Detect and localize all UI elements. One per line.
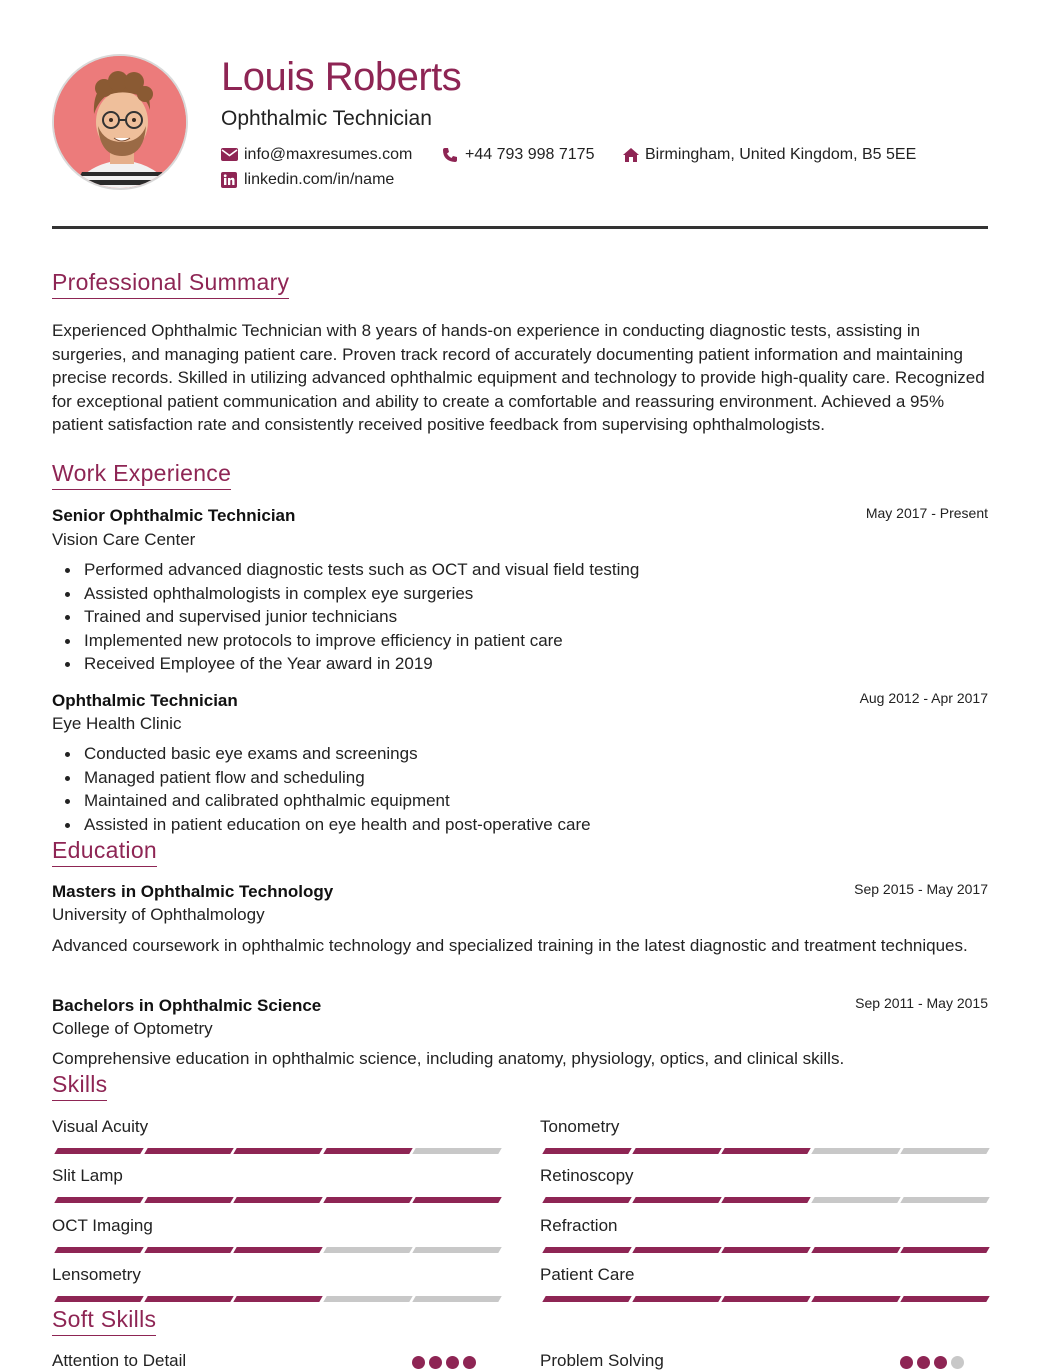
skill-level-segment	[721, 1148, 810, 1154]
skill-level-bar	[52, 1247, 500, 1253]
candidate-role: Ophthalmic Technician	[221, 107, 432, 130]
skill-name: Retinoscopy	[540, 1166, 634, 1185]
list-item: Received Employee of the Year award in 2019	[84, 652, 639, 676]
skill-level-segment	[811, 1296, 900, 1302]
skill-level-segment	[323, 1247, 412, 1253]
header-divider	[52, 226, 988, 229]
skill-level-bar	[540, 1247, 988, 1253]
rating-dot	[446, 1356, 459, 1369]
skill-level-segment	[144, 1247, 233, 1253]
skill-level-segment	[900, 1197, 989, 1203]
job-dates: May 2017 - Present	[865, 505, 988, 521]
job-organization: Vision Care Center	[52, 530, 196, 549]
skill-level-segment	[542, 1148, 631, 1154]
skill-item	[540, 1116, 988, 1138]
soft-skills-heading: Soft Skills	[52, 1305, 156, 1336]
rating-dot	[917, 1356, 930, 1369]
school-name: College of Optometry	[52, 1019, 213, 1038]
rating-dot	[463, 1356, 476, 1369]
phone-text: +44 793 998 7175	[465, 146, 595, 163]
soft-skill-name: Attention to Detail	[52, 1351, 187, 1370]
job-bullets	[84, 558, 639, 676]
skill-level-segment	[54, 1148, 143, 1154]
skill-level-segment	[323, 1296, 412, 1302]
soft-skill-name: Problem Solving	[540, 1351, 664, 1370]
skill-level-segment	[412, 1197, 501, 1203]
skill-level-segment	[54, 1197, 143, 1203]
skill-level-segment	[900, 1296, 989, 1302]
skill-level-segment	[900, 1148, 989, 1154]
linkedin-icon	[221, 172, 237, 188]
job-organization: Eye Health Clinic	[52, 714, 182, 733]
skill-level-segment	[54, 1296, 143, 1302]
skill-level-bar	[52, 1148, 500, 1154]
soft-skill-item	[540, 1350, 988, 1372]
skill-name: Tonometry	[540, 1117, 620, 1136]
job-title: Ophthalmic Technician	[52, 691, 238, 710]
skill-level-segment	[811, 1197, 900, 1203]
skill-item	[52, 1264, 500, 1286]
skill-level-segment	[233, 1247, 322, 1253]
skill-item	[540, 1215, 988, 1237]
experience-heading: Work Experience	[52, 459, 231, 490]
skill-level-bar	[540, 1148, 988, 1154]
skill-level-segment	[323, 1148, 412, 1154]
skill-name: Visual Acuity	[52, 1117, 149, 1136]
list-item: Assisted in patient education on eye health and post-operative care	[84, 813, 591, 837]
list-item: Conducted basic eye exams and screenings	[84, 742, 591, 766]
skill-level-segment	[811, 1247, 900, 1253]
skill-level-segment	[233, 1197, 322, 1203]
soft-skill-rating	[412, 1356, 480, 1370]
phone-icon	[442, 147, 458, 163]
rating-dot	[934, 1356, 947, 1369]
skill-name: Lensometry	[52, 1265, 141, 1284]
skill-item	[52, 1215, 500, 1237]
soft-skill-item	[52, 1350, 500, 1372]
skill-level-segment	[144, 1296, 233, 1302]
rating-dot	[900, 1356, 913, 1369]
skill-level-bar	[52, 1197, 500, 1203]
job-bullets	[84, 742, 591, 836]
skill-level-segment	[632, 1296, 721, 1302]
envelope-icon	[221, 147, 238, 162]
skill-level-segment	[144, 1148, 233, 1154]
location-text: Birmingham, United Kingdom, B5 5EE	[645, 146, 917, 163]
education-dates: Sep 2015 - May 2017	[854, 881, 988, 897]
skill-name: Patient Care	[540, 1265, 635, 1284]
skill-level-segment	[233, 1296, 322, 1302]
resume-header	[52, 54, 988, 194]
skill-level-segment	[542, 1247, 631, 1253]
job-title: Senior Ophthalmic Technician	[52, 506, 296, 525]
degree-title: Masters in Ophthalmic Technology	[52, 882, 334, 901]
skill-level-segment	[412, 1247, 501, 1253]
home-icon	[622, 147, 640, 163]
skill-item	[540, 1264, 988, 1286]
job-dates: Aug 2012 - Apr 2017	[859, 690, 988, 706]
skill-level-segment	[54, 1247, 143, 1253]
education-dates: Sep 2011 - May 2015	[855, 995, 988, 1011]
list-item: Trained and supervised junior technicians	[84, 605, 639, 629]
summary-text: Experienced Ophthalmic Technician with 8 years of hands-on experience in conducting diagnostic tests, assisting in surgeries, and managing patient care. Proven track record of accurately documenting patient information and maintaining precise records. Skilled in utilizing advanced ophthalmic equipment and technology to provide high-quality care. Recognized for exceptional patient communication and ability to create a comfortable and reassuring environment. Achieved a 95% patient satisfaction rate and consistently received positive feedback from supervising ophthalmologists.	[52, 321, 985, 435]
list-item: Managed patient flow and scheduling	[84, 766, 591, 790]
skill-level-segment	[233, 1148, 322, 1154]
education-description: Advanced coursework in ophthalmic technology and specialized training in the latest diagnostic and treatment techniques.	[52, 936, 968, 955]
skill-name: Slit Lamp	[52, 1166, 123, 1185]
summary-heading: Professional Summary	[52, 268, 289, 299]
skill-level-segment	[632, 1148, 721, 1154]
skill-level-segment	[811, 1148, 900, 1154]
skill-level-segment	[721, 1247, 810, 1253]
school-name: University of Ophthalmology	[52, 905, 265, 924]
linkedin-text: linkedin.com/in/name	[244, 171, 395, 188]
list-item: Performed advanced diagnostic tests such as OCT and visual field testing	[84, 558, 639, 582]
skill-level-bar	[52, 1296, 500, 1302]
soft-skill-rating	[900, 1356, 968, 1370]
rating-dot	[951, 1356, 964, 1369]
skill-level-segment	[632, 1247, 721, 1253]
rating-dot	[412, 1356, 425, 1369]
skill-level-bar	[540, 1296, 988, 1302]
email-text: info@maxresumes.com	[244, 146, 413, 163]
candidate-name: Louis Roberts	[221, 55, 462, 99]
profile-photo	[52, 54, 188, 190]
skill-level-segment	[542, 1296, 631, 1302]
skill-item	[52, 1116, 500, 1138]
skill-level-segment	[144, 1197, 233, 1203]
skill-level-segment	[900, 1247, 989, 1253]
skill-level-bar	[540, 1197, 988, 1203]
skill-level-segment	[412, 1296, 501, 1302]
skills-heading: Skills	[52, 1070, 107, 1101]
skill-item	[52, 1165, 500, 1187]
education-heading: Education	[52, 836, 157, 867]
skill-level-segment	[721, 1296, 810, 1302]
skill-name: OCT Imaging	[52, 1216, 153, 1235]
skill-item	[540, 1165, 988, 1187]
skill-name: Refraction	[540, 1216, 618, 1235]
rating-dot	[429, 1356, 442, 1369]
skill-level-segment	[721, 1197, 810, 1203]
list-item: Implemented new protocols to improve efficiency in patient care	[84, 629, 639, 653]
list-item: Maintained and calibrated ophthalmic equipment	[84, 789, 591, 813]
skill-level-segment	[542, 1197, 631, 1203]
degree-title: Bachelors in Ophthalmic Science	[52, 996, 322, 1015]
skill-level-segment	[323, 1197, 412, 1203]
list-item: Assisted ophthalmologists in complex eye surgeries	[84, 582, 639, 606]
skill-level-segment	[412, 1148, 501, 1154]
education-description: Comprehensive education in ophthalmic science, including anatomy, physiology, optics, and clinical skills.	[52, 1049, 845, 1068]
skill-level-segment	[632, 1197, 721, 1203]
